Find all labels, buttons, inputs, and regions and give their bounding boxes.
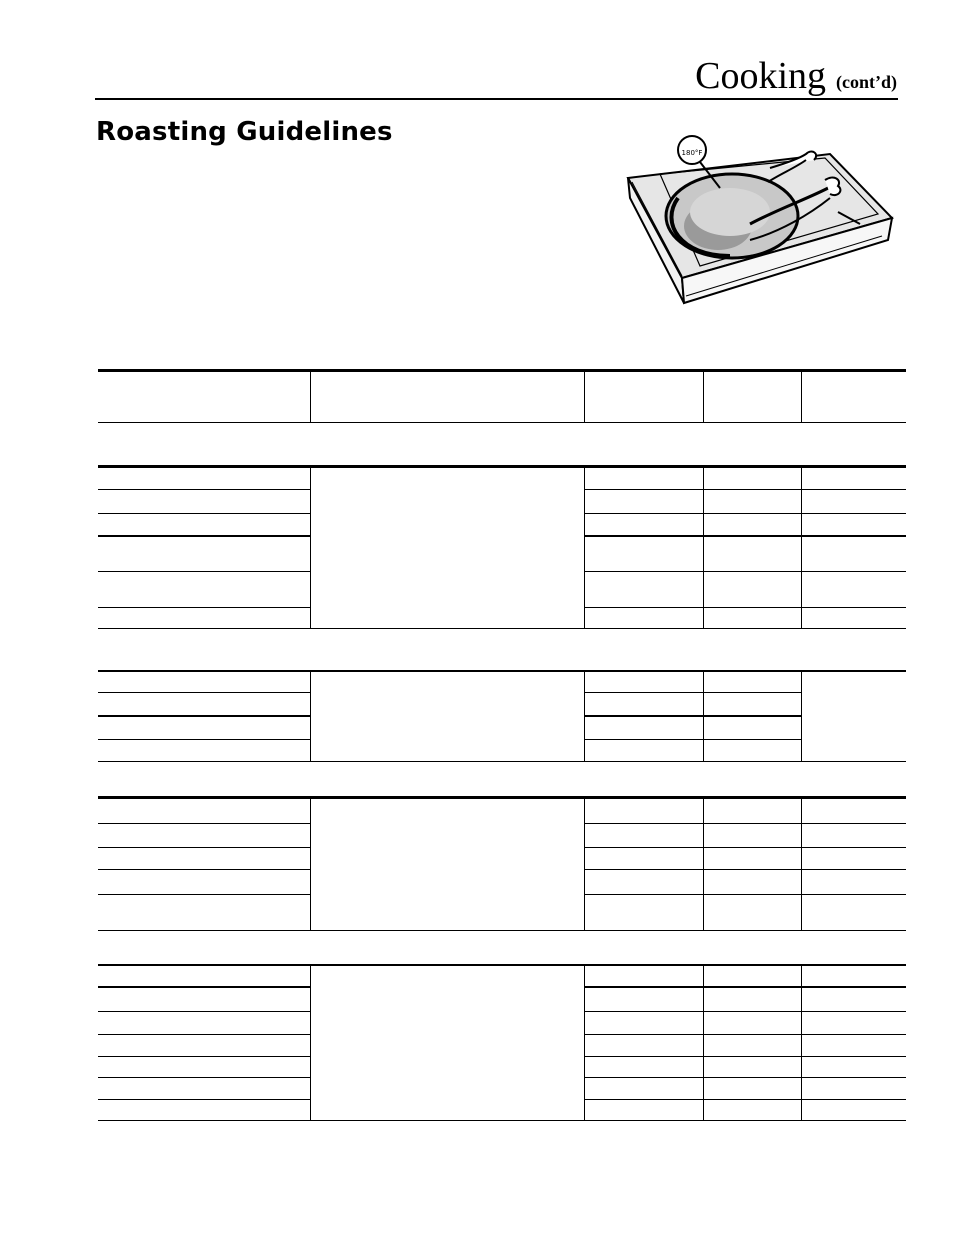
thermometer-reading: 180°F (681, 149, 703, 157)
table-divider (310, 672, 311, 761)
section-title: Roasting Guidelines (96, 117, 393, 147)
table-divider (584, 372, 585, 422)
table-divider (310, 966, 311, 1120)
row-rule (98, 869, 310, 870)
row-rule (98, 1056, 310, 1057)
row-rule (584, 535, 906, 537)
group-rule (98, 465, 906, 468)
table-top-rule (98, 369, 906, 372)
table-divider (310, 468, 311, 628)
row-rule (98, 1099, 310, 1100)
row-rule (98, 1077, 310, 1078)
row-rule (584, 847, 906, 848)
row-rule (98, 607, 310, 608)
row-rule (584, 1077, 906, 1078)
table-divider (703, 799, 704, 930)
table-divider (801, 672, 802, 761)
page-subtitle: (cont’d) (836, 72, 897, 92)
row-rule (98, 489, 310, 490)
table-divider (310, 372, 311, 422)
table-rule (98, 930, 906, 931)
table-rule (98, 422, 906, 423)
row-rule (584, 986, 906, 988)
row-rule (584, 1011, 906, 1012)
row-rule (584, 513, 906, 514)
row-rule (98, 571, 310, 572)
table-divider (703, 372, 704, 422)
row-rule (584, 1056, 906, 1057)
group-rule (98, 964, 906, 966)
table-divider (310, 799, 311, 930)
row-rule (584, 823, 906, 824)
row-rule (98, 1034, 310, 1035)
row-rule (98, 692, 310, 693)
page-title: Cooking (695, 55, 826, 97)
table-bottom-rule (98, 1120, 906, 1121)
table-divider (584, 468, 585, 628)
row-rule (98, 1011, 310, 1012)
row-rule (98, 847, 310, 848)
table-divider (703, 966, 704, 1120)
group-rule (98, 796, 906, 799)
row-rule (584, 1099, 906, 1100)
row-rule (584, 692, 801, 693)
table-divider (801, 372, 802, 422)
roast-turkey-icon (620, 128, 898, 313)
row-rule (98, 823, 310, 824)
row-rule (584, 894, 906, 895)
table-divider (584, 799, 585, 930)
row-rule (98, 535, 310, 537)
row-rule (98, 739, 310, 740)
row-rule (98, 715, 310, 717)
page-header (695, 54, 897, 98)
table-rule (98, 761, 906, 762)
table-divider (801, 468, 802, 628)
table-divider (801, 799, 802, 930)
row-rule (584, 607, 906, 608)
table-divider (801, 966, 802, 1120)
row-rule (584, 739, 801, 740)
table-divider (703, 468, 704, 628)
row-rule (98, 513, 310, 514)
row-rule (584, 571, 906, 572)
header-rule (95, 98, 898, 100)
row-rule (584, 869, 906, 870)
table-divider (584, 966, 585, 1120)
row-rule (584, 489, 906, 490)
group-rule (98, 670, 906, 672)
row-rule (584, 1034, 906, 1035)
row-rule (584, 715, 801, 717)
table-rule (98, 628, 906, 629)
row-rule (98, 986, 310, 988)
row-rule (98, 894, 310, 895)
